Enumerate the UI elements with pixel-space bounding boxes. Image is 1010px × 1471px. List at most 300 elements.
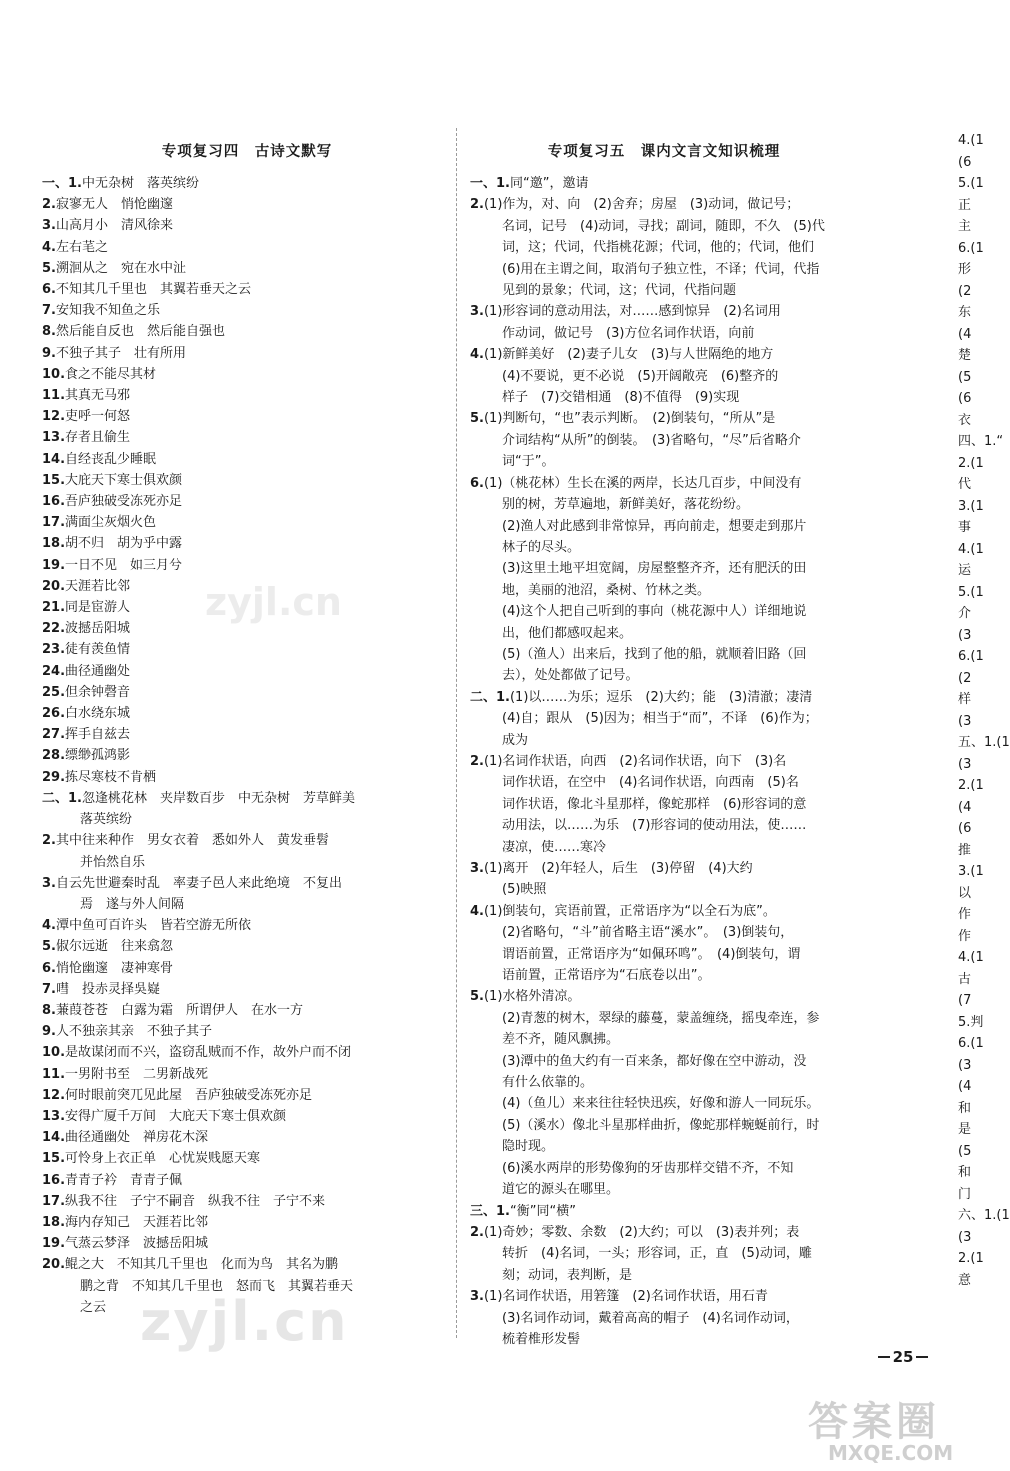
- answer-text: (1)新鲜美好 (2)妻子儿女 (3)与人世隔绝的地方: [483, 347, 774, 363]
- answer-number: 24.: [42, 663, 66, 679]
- answer-line: [470, 965, 858, 986]
- answer-line: [470, 922, 858, 943]
- answer-number: 15.: [42, 472, 66, 488]
- answer-line: [470, 408, 858, 429]
- watermark-mid: zyjl.cn: [205, 580, 342, 624]
- answer-text: 悄怆幽邃 凄神寒骨: [55, 960, 173, 976]
- answer-number: 15.: [42, 1151, 66, 1167]
- answer-text: 存者且偷生: [65, 430, 131, 446]
- answer-line: [42, 767, 452, 788]
- answer-text: 地，美丽的池沼，桑树、竹林之类。: [502, 582, 711, 598]
- answer-text: 然后能自反也 然后能自强也: [55, 324, 225, 340]
- answer-line: [42, 279, 452, 300]
- right-edge-list: [958, 130, 1010, 1291]
- answer-number: 21.: [42, 600, 66, 616]
- answer-line: [42, 173, 452, 194]
- answer-text: (1)离开 (2)年轻人，后生 (3)停留 (4)大约: [483, 861, 753, 876]
- answer-line: [470, 1008, 858, 1029]
- answer-line: [470, 280, 858, 301]
- answer-text: 食之不能尽其材: [65, 366, 157, 382]
- answer-line: [470, 1179, 858, 1200]
- answer-text: 天涯若比邻: [65, 578, 131, 594]
- answer-line: [42, 979, 452, 1000]
- answer-text: 何时眼前突兀见此屋 吾庐独破受冻死亦足: [65, 1087, 313, 1103]
- answer-line: [470, 366, 858, 387]
- answer-line: [470, 644, 858, 665]
- answer-text: 动用法，以……为乐 (7)形容词的使动用法，使……: [502, 818, 807, 834]
- right-edge-fragment: 4.(1: [958, 541, 984, 557]
- answer-line: [470, 1029, 858, 1050]
- answer-number: 23.: [42, 642, 66, 658]
- answer-text: 梳着椎形发髻: [502, 1331, 581, 1347]
- answer-text: 徒有羡鱼情: [65, 642, 131, 658]
- answer-number: 10.: [42, 1045, 66, 1061]
- right-edge-fragment: 和: [958, 1100, 972, 1116]
- answer-text: 一日不见 如三月兮: [65, 557, 183, 573]
- answer-text: 名词，记号 (4)动词，寻找；副词，随即，不久 (5)代: [502, 218, 825, 234]
- answer-text: 安知我不知鱼之乐: [55, 303, 160, 319]
- answer-line: [470, 858, 858, 879]
- right-edge-fragment: 推: [958, 842, 972, 858]
- middle-answer-list: [470, 173, 858, 1350]
- answer-line: [42, 873, 452, 894]
- answer-line: [470, 1286, 858, 1307]
- answer-line: [42, 427, 452, 448]
- right-edge-fragment: 意: [958, 1272, 972, 1288]
- answer-text: 不知其几千里也 其翼若垂天之云: [55, 282, 251, 298]
- answer-text: 忽逢桃花林 夹岸数百步 中无杂树 芳草鲜美: [81, 790, 355, 806]
- answer-text: 波撼岳阳城: [65, 621, 131, 637]
- answer-text: 潭中鱼可百许头 皆若空游无所依: [55, 918, 251, 934]
- answer-line: [470, 901, 858, 922]
- answer-text: 见到的景象；代词，这；代词，代指问题: [502, 283, 737, 299]
- answer-text: 鲲之大 不知其几千里也 化而为鸟 其名为鹏: [65, 1257, 339, 1273]
- answer-text: (2)省略句，“斗”前省略主语“溪水”。 (3)倒装句，: [502, 925, 794, 941]
- right-edge-fragment: (3: [958, 1057, 972, 1073]
- right-edge-fragment: (6: [958, 821, 972, 836]
- right-edge-fragment: 和: [958, 1165, 972, 1180]
- answer-number: 20.: [42, 1257, 66, 1273]
- answer-number: 2.: [470, 197, 484, 213]
- answer-line: [42, 745, 452, 766]
- answer-line: [470, 687, 858, 708]
- right-edge-fragment: 2.(1: [958, 1251, 984, 1266]
- answer-number: 27.: [42, 727, 66, 743]
- answer-text: (4)自；跟从 (5)因为；相当于“而”，不译 (6)作为；: [502, 711, 818, 727]
- answer-number: 13.: [42, 1108, 66, 1124]
- answer-line: [42, 1191, 452, 1212]
- answer-text: 左右芼之: [55, 239, 108, 255]
- answer-text: (6)用在主谓之间，取消句子独立性，不译；代词，代指: [502, 261, 820, 277]
- answer-line: [470, 473, 858, 494]
- answer-text: (1)名词作状语，用箬篷 (2)名词作状语，用石青: [483, 1289, 768, 1305]
- right-edge-fragment: 作: [958, 907, 972, 922]
- answer-text: 成为: [502, 732, 529, 748]
- answer-text: 语前置，正常语序为“石底卷以出”。: [502, 968, 711, 984]
- answer-text: 胡不归 胡为乎中露: [65, 536, 183, 552]
- answer-text: (6)溪水两岸的形势像狗的牙齿那样交错不齐，不知: [502, 1160, 794, 1176]
- answer-number: 19.: [42, 557, 66, 573]
- answer-line: [470, 194, 858, 215]
- answer-text: 拣尽寒枝不肯栖: [65, 769, 157, 785]
- answer-text: 之云: [80, 1299, 107, 1315]
- answer-text: 嘒 投赤灵择吳嶷: [55, 981, 160, 997]
- answer-text: (3)这里土地平坦宽阔，房屋整整齐齐，还有肥沃的田: [502, 561, 807, 577]
- answer-line: [470, 837, 858, 858]
- answer-line: [470, 1136, 858, 1157]
- answer-text: 海内存知己 天涯若比邻: [65, 1214, 209, 1230]
- answer-line: [42, 1254, 452, 1275]
- answer-line: [42, 321, 452, 342]
- answer-line: [42, 343, 452, 364]
- right-edge-fragment: 代: [958, 477, 972, 492]
- answer-number: 7.: [42, 303, 56, 319]
- right-edge-fragment: 是: [958, 1122, 972, 1137]
- answer-text: 同是宦游人: [65, 600, 131, 616]
- answer-text: 但余钟磬音: [65, 684, 131, 700]
- answer-number: 18.: [42, 1214, 66, 1230]
- right-edge-fragment: (5: [958, 369, 972, 385]
- answer-text: 山高月小 清风徐来: [55, 218, 173, 234]
- answer-number: 5.: [42, 260, 56, 276]
- answer-line: [470, 601, 858, 622]
- answer-line: [42, 258, 452, 279]
- right-edge-fragment: 运: [958, 563, 972, 578]
- answer-number: 9.: [42, 345, 56, 361]
- answer-number: 26.: [42, 706, 66, 722]
- answer-line: [42, 1233, 452, 1254]
- answer-text: 谓语前置，正常语序为“如佩环鸣”。 (4)倒装句，谓: [502, 946, 801, 962]
- answer-text: 别的树，芳草遍地，新鲜美好，落花纷纷。: [502, 497, 750, 513]
- answer-text: 纵我不往 子宁不嗣音 纵我不往 子宁不来: [65, 1193, 326, 1209]
- right-edge-fragment: 四、1.“: [958, 434, 1004, 449]
- answer-line: [42, 788, 452, 809]
- answer-text: (4)（鱼儿）来来往往轻快迅疾，好像和游人一同玩乐。: [502, 1096, 820, 1112]
- page-number-value: 25: [892, 1348, 914, 1366]
- stamp-url-text: MXQE.COM: [828, 1441, 954, 1465]
- answer-line: [470, 815, 858, 836]
- right-edge-fragment: (2: [958, 670, 972, 686]
- right-edge-fragment: (6: [958, 391, 972, 406]
- answer-number: 三、1.: [470, 1203, 510, 1219]
- answer-line: [42, 512, 452, 533]
- middle-column: [470, 140, 858, 1350]
- answer-line: [470, 1093, 858, 1114]
- answer-number: 9.: [42, 1024, 56, 1040]
- right-edge-fragment: (4: [958, 799, 972, 815]
- right-edge-fragment: 样: [958, 692, 972, 707]
- answer-text: 词作状语，在空中 (4)名词作状语，向西南 (5)名: [502, 775, 799, 791]
- right-edge-fragment: 介: [958, 606, 972, 621]
- answer-text: 青青子衿 青青子佩: [65, 1172, 183, 1188]
- answer-number: 3.: [470, 1289, 484, 1305]
- answer-text: (1)水格外清凉。: [483, 989, 581, 1005]
- answer-number: 13.: [42, 430, 66, 446]
- answer-text: 一男附书至 二男新战死: [65, 1066, 209, 1082]
- right-edge-fragment: (3: [958, 1229, 972, 1245]
- answer-line: [42, 300, 452, 321]
- right-edge-fragment: 古: [958, 971, 972, 987]
- answer-line: [470, 751, 858, 772]
- answer-text: 介词结构“从所”的倒装。 (3)省略句，“尽”后省略介: [502, 432, 801, 448]
- answer-line: [42, 1106, 452, 1127]
- right-edge-fragment: 主: [958, 219, 972, 234]
- answer-text: 去），处处都做了记号。: [502, 668, 639, 684]
- right-edge-fragment: 六、1.(1: [958, 1208, 1010, 1223]
- answer-line: [470, 301, 858, 322]
- right-edge-fragment: 五、1.(1: [958, 735, 1010, 750]
- answer-line: [470, 323, 858, 344]
- right-edge-fragment: 事: [958, 520, 972, 535]
- answer-line: [470, 558, 858, 579]
- answer-text: 缥缈孤鸿影: [65, 748, 131, 764]
- answer-line: [42, 639, 452, 660]
- answer-line: [42, 237, 452, 258]
- answer-text: 刻；动词，表判断，是: [502, 1267, 633, 1283]
- answer-number: 3.: [42, 875, 56, 891]
- answer-line: [42, 703, 452, 724]
- right-edge-fragment: 东: [958, 305, 972, 320]
- answer-text: (2)青葱的树木，翠绿的藤蔓，蒙盖缠绕，摇曳牵连，参: [502, 1010, 820, 1026]
- answer-line: [470, 879, 858, 900]
- answer-text: 溯洄从之 宛在水中沚: [55, 260, 186, 276]
- answer-text: 鹏之背 不知其几千里也 怒而飞 其翼若垂天: [80, 1278, 354, 1294]
- answer-line: [42, 364, 452, 385]
- answer-line: [470, 387, 858, 408]
- answer-text: 焉 遂与外人间隔: [80, 896, 185, 912]
- answer-line: [470, 730, 858, 751]
- answer-number: 2.: [470, 753, 484, 769]
- answer-text: 可怜身上衣正单 心忧炭贱愿天寒: [65, 1151, 261, 1167]
- right-edge-fragment: 衣: [958, 412, 972, 428]
- answer-line: [42, 470, 452, 491]
- answer-text: 其中往来种作 男女衣着 悉如外人 黄发垂髫: [55, 833, 329, 849]
- answer-line: [470, 1051, 858, 1072]
- answer-text: 词作状语，像北斗星那样，像蛇那样 (6)形容词的意: [502, 796, 807, 812]
- right-edge-fragment: (6: [958, 154, 972, 170]
- answer-line: [470, 537, 858, 558]
- answer-number: 4.: [42, 239, 56, 255]
- answer-text: 大庇天下寒士俱欢颜: [65, 472, 183, 488]
- answer-number: 10.: [42, 366, 66, 382]
- answer-line: [42, 936, 452, 957]
- answer-line: [42, 491, 452, 512]
- answer-line: [470, 708, 858, 729]
- answer-line: [42, 555, 452, 576]
- right-edge-fragment: (2: [958, 283, 972, 299]
- answer-text: 寂寥无人 悄怆幽邃: [55, 197, 173, 213]
- answer-number: 2.: [470, 1224, 484, 1240]
- right-edge-fragment: 楚: [958, 348, 972, 363]
- answer-line: [42, 809, 452, 830]
- answer-text: 自云先世避秦时乱 率妻子邑人来此绝境 不复出: [55, 875, 342, 891]
- site-stamp: [808, 1390, 998, 1471]
- answer-line: [470, 516, 858, 537]
- answer-text: 作动词，做记号 (3)方位名词作状语，向前: [502, 325, 755, 341]
- right-edge-column: [958, 130, 1010, 1291]
- answer-line: [470, 430, 858, 451]
- answer-line: [470, 259, 858, 280]
- right-edge-fragment: (3: [958, 627, 972, 643]
- answer-number: 22.: [42, 621, 66, 637]
- answer-number: 4.: [470, 903, 484, 919]
- answer-number: 5.: [470, 411, 484, 427]
- answer-number: 6.: [42, 282, 56, 298]
- answer-number: 11.: [42, 1066, 66, 1082]
- answer-text: (3)名词作动词，戴着高高的帽子 (4)名词作动词，: [502, 1310, 799, 1326]
- answer-line: [42, 215, 452, 236]
- right-edge-fragment: (5: [958, 1143, 972, 1159]
- answer-line: [470, 1265, 858, 1286]
- answer-line: [42, 894, 452, 915]
- answer-number: 16.: [42, 1172, 66, 1188]
- answer-text: (5)（溪水）像北斗星那样曲折，像蛇那样蜿蜒前行，时: [502, 1117, 820, 1133]
- answer-text: 是故谋闭而不兴，盗窃乱贼而不作，故外户而不闭: [65, 1045, 352, 1061]
- answer-line: [42, 724, 452, 745]
- right-edge-fragment: 4.(1: [958, 950, 984, 965]
- right-edge-fragment: 正: [958, 197, 972, 213]
- answer-line: [470, 794, 858, 815]
- answer-line: [42, 1064, 452, 1085]
- answer-number: 5.: [42, 939, 56, 955]
- answer-number: 7.: [42, 981, 56, 997]
- answer-text: “衡”同“横”: [509, 1203, 576, 1219]
- answer-number: 12.: [42, 409, 66, 425]
- answer-number: 4.: [42, 918, 56, 934]
- right-edge-fragment: 6.(1: [958, 1036, 984, 1051]
- answer-text: (1)作为，对、向 (2)舍弃；房屋 (3)动词，做记号；: [483, 197, 800, 213]
- answer-text: 自经丧乱少睡眠: [65, 451, 157, 467]
- answer-text: 道它的源头在哪里。: [502, 1182, 620, 1198]
- answer-number: 二、1.: [470, 689, 510, 705]
- answer-text: 差不齐，随风飘拂。: [502, 1032, 620, 1048]
- right-edge-fragment: (3: [958, 756, 972, 772]
- answer-text: (1)以……为乐；逗乐 (2)大约；能 (3)清澈；凄清: [509, 689, 813, 705]
- right-edge-fragment: (7: [958, 993, 972, 1008]
- answer-number: 3.: [470, 304, 484, 320]
- answer-line: [42, 682, 452, 703]
- answer-line: [42, 1212, 452, 1233]
- answer-line: [470, 1072, 858, 1093]
- answer-line: [42, 830, 452, 851]
- answer-line: [42, 533, 452, 554]
- right-edge-fragment: 形: [958, 262, 972, 277]
- answer-line: [470, 986, 858, 1007]
- answer-line: [470, 1115, 858, 1136]
- page-number: [878, 1346, 928, 1368]
- answer-number: 4.: [470, 347, 484, 363]
- answer-text: 样子 (7)交错相通 (8)不值得 (9)实现: [502, 390, 740, 406]
- answer-number: 11.: [42, 388, 66, 404]
- answer-text: 气蒸云梦泽 波撼岳阳城: [65, 1236, 209, 1252]
- answer-line: [42, 1170, 452, 1191]
- right-edge-fragment: 5.(1: [958, 176, 984, 191]
- answer-number: 20.: [42, 578, 66, 594]
- watermark: zyjl.cn: [140, 1290, 349, 1353]
- answer-text: 出，他们都感叹起来。: [502, 625, 633, 641]
- answer-line: [42, 1042, 452, 1063]
- right-edge-fragment: 3.(1: [958, 864, 984, 879]
- answer-line: [42, 852, 452, 873]
- right-edge-fragment: (4: [958, 326, 972, 342]
- answer-text: 其真无马邪: [65, 388, 131, 404]
- stamp-logo-text: 答案圈: [808, 1399, 940, 1445]
- answer-text: 词，这；代词，代指桃花源；代词，他的；代词，他们: [502, 240, 815, 256]
- answer-line: [470, 1201, 858, 1222]
- answer-line: [470, 237, 858, 258]
- answer-text: (1)判断句，“也”表示判断。 (2)倒装句，“所从”是: [483, 411, 776, 427]
- answer-number: 一、1.: [470, 176, 510, 191]
- answer-number: 14.: [42, 451, 66, 467]
- right-edge-fragment: 4.(1: [958, 133, 984, 148]
- answer-line: [470, 494, 858, 515]
- right-edge-fragment: 门: [958, 1186, 972, 1202]
- answer-number: 25.: [42, 684, 66, 700]
- answer-number: 3.: [42, 218, 56, 234]
- answer-line: [42, 449, 452, 470]
- answer-line: [470, 1308, 858, 1329]
- answer-line: [42, 194, 452, 215]
- answer-number: 17.: [42, 515, 66, 531]
- answer-line: [470, 216, 858, 237]
- answer-text: 挥手自兹去: [65, 727, 131, 743]
- right-edge-fragment: 6.(1: [958, 240, 984, 256]
- left-column: [42, 140, 452, 1318]
- answer-text: (5)（渔人）出来后，找到了他的船，就顺着旧路（回: [502, 646, 807, 662]
- answer-text: 并怡然自乐: [80, 854, 146, 870]
- answer-line: [42, 958, 452, 979]
- answer-text: 吏呼一何怒: [65, 409, 131, 425]
- answer-text: 落英缤纷: [80, 812, 133, 828]
- right-edge-fragment: 2.(1: [958, 455, 984, 471]
- answer-text: 凄凉，使……寒冷: [502, 839, 607, 855]
- answer-line: [42, 1000, 452, 1021]
- answer-number: 17.: [42, 1193, 66, 1209]
- answer-number: 二、1.: [42, 790, 82, 806]
- answer-text: 俶尔远逝 往来翕忽: [55, 939, 173, 955]
- page-number-right-rule: [916, 1356, 928, 1358]
- column-divider: [456, 128, 457, 1338]
- right-edge-fragment: (3: [958, 713, 972, 729]
- answer-line: [470, 1158, 858, 1179]
- answer-text: (4)这个人把自己听到的事向（桃花源中人）详细地说: [502, 604, 807, 620]
- right-edge-fragment: 2.(1: [958, 778, 984, 793]
- answer-number: 6.: [42, 960, 56, 976]
- answer-number: 8.: [42, 324, 56, 340]
- right-edge-fragment: 5.(1: [958, 584, 984, 600]
- answer-text: 林子的尽头。: [502, 539, 581, 555]
- answer-number: 2.: [42, 833, 56, 849]
- answer-line: [42, 406, 452, 427]
- answer-text: 曲径通幽处 禅房花木深: [65, 1130, 209, 1146]
- page-number-left-rule: [878, 1356, 890, 1358]
- answer-line: [42, 1148, 452, 1169]
- answer-text: 中无杂树 落英缤纷: [81, 176, 199, 191]
- section-title-left: 专项复习四 古诗文默写: [161, 144, 333, 160]
- answer-number: 一、1.: [42, 176, 82, 191]
- right-edge-fragment: 6.(1: [958, 649, 984, 664]
- answer-number: 19.: [42, 1236, 66, 1252]
- answer-line: [470, 944, 858, 965]
- answer-line: [42, 1085, 452, 1106]
- answer-line: [42, 915, 452, 936]
- answer-line: [470, 1329, 858, 1350]
- answer-text: 吾庐独破受冻死亦足: [65, 494, 183, 510]
- answer-line: [470, 665, 858, 686]
- answer-line: [470, 173, 858, 194]
- answer-line: [42, 1021, 452, 1042]
- answer-text: (2)渔人对此感到非常惊异，再向前走，想要走到那片: [502, 518, 807, 534]
